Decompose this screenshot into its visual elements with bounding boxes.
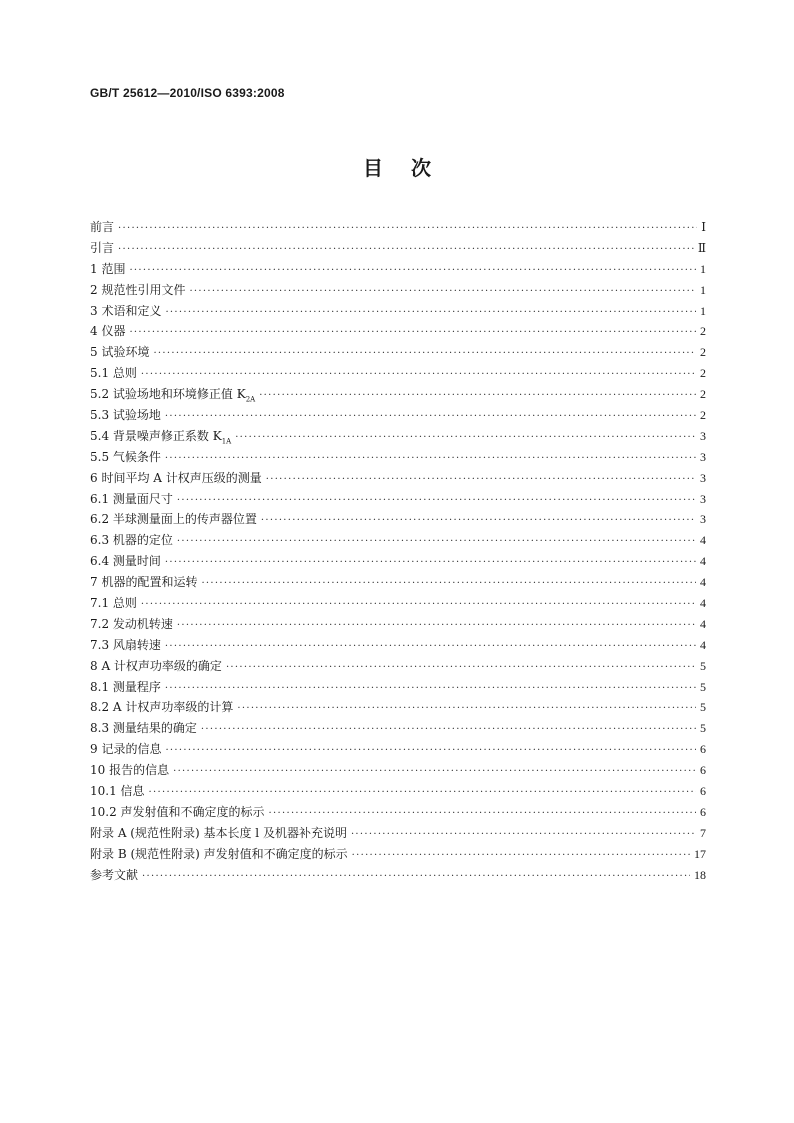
toc-entry-label: 8 A 计权声功率级的确定 (90, 658, 222, 673)
toc-entry-label: 5.5 气候条件 (90, 449, 161, 464)
toc-dot-leader (165, 641, 696, 652)
toc-entry[interactable] (90, 678, 706, 699)
toc-page-number: 3 (700, 449, 706, 464)
toc-entry[interactable] (90, 803, 706, 824)
toc-entry-subscript: 2A (245, 395, 256, 404)
toc-page-number: 4 (700, 575, 706, 590)
toc-page-number: 3 (700, 491, 706, 506)
toc-entry[interactable] (90, 761, 706, 782)
toc-page-number: 3 (700, 512, 706, 527)
toc-dot-leader (226, 662, 696, 673)
toc-dot-leader (165, 557, 696, 568)
toc-entry-label: 参考文献 (90, 867, 139, 882)
toc-entry[interactable] (90, 239, 706, 260)
toc-entry-label: 10.1 信息 (90, 784, 145, 799)
toc-entry-label: 6.3 机器的定位 (90, 533, 173, 548)
toc-page-number: 2 (700, 408, 706, 423)
toc-entry-label: 6.4 测量时间 (90, 554, 161, 569)
toc-entry-label: 8.1 测量程序 (90, 679, 161, 694)
toc-entry[interactable] (90, 260, 706, 281)
toc-dot-leader (201, 724, 696, 735)
toc-entry[interactable] (90, 469, 706, 490)
toc-dot-leader (261, 515, 696, 526)
toc-page-number: 2 (700, 366, 706, 381)
toc-entry-label: 5.1 总则 (90, 366, 137, 381)
toc-dot-leader (118, 244, 694, 255)
toc-dot-leader (118, 223, 697, 234)
toc-dot-leader (237, 703, 696, 714)
toc-entry-label: 6.1 测量面尺寸 (90, 491, 173, 506)
toc-entry[interactable] (90, 406, 706, 427)
toc-entry-label: 引言 (90, 240, 115, 255)
toc-entry-label: 8.2 A 计权声功率级的计算 (90, 700, 234, 715)
toc-entry[interactable] (90, 740, 706, 761)
toc-page-number: 3 (700, 428, 706, 443)
toc-dot-leader (235, 432, 696, 443)
toc-entry[interactable] (90, 490, 706, 511)
toc-dot-leader (165, 683, 696, 694)
toc-entry-label: 10.2 声发射值和不确定度的标示 (90, 804, 265, 819)
toc-page-number: Ⅰ (701, 220, 706, 234)
toc-entry-label: 3 术语和定义 (90, 303, 162, 318)
toc-entry[interactable] (90, 573, 706, 594)
toc-page-number: 4 (700, 596, 706, 611)
toc-entry-label: 5.4 背景噪声修正系数 $K_{1A}$ (90, 428, 232, 446)
toc-entry[interactable] (90, 343, 706, 364)
toc-page-number: 7 (700, 825, 706, 840)
toc-entry-label: 7.1 总则 (90, 596, 137, 611)
toc-dot-leader (269, 808, 696, 819)
toc-page-number: 4 (700, 616, 706, 631)
toc-page-number: 3 (700, 470, 706, 485)
toc-page-number: 2 (700, 324, 706, 339)
toc-entry-label: 7 机器的配置和运转 (90, 575, 198, 590)
toc-entry[interactable] (90, 845, 706, 866)
toc-entry-label: 6 时间平均 A 计权声压级的测量 (90, 470, 262, 485)
toc-page-number: 4 (700, 637, 706, 652)
toc-dot-leader (141, 369, 696, 380)
toc-page-number: 4 (700, 533, 706, 548)
toc-entry[interactable] (90, 364, 706, 385)
toc-dot-leader (165, 411, 696, 422)
toc-dot-leader (165, 453, 696, 464)
toc-entry-label: 8.3 测量结果的确定 (90, 721, 197, 736)
toc-entry[interactable] (90, 281, 706, 302)
toc-dot-leader (189, 286, 696, 297)
toc-page-number: 18 (694, 867, 706, 882)
toc-entry[interactable] (90, 866, 706, 887)
toc-dot-leader (141, 599, 696, 610)
toc-entry[interactable] (90, 385, 706, 406)
toc-page-number: 5 (700, 679, 706, 694)
toc-page-number: 6 (700, 763, 706, 778)
toc-dot-leader (149, 787, 696, 798)
toc-dot-leader (165, 307, 696, 318)
toc-page-number: 6 (700, 804, 706, 819)
toc-entry[interactable] (90, 824, 706, 845)
toc-entry-label: 2 规范性引用文件 (90, 282, 186, 297)
toc-entry[interactable] (90, 615, 706, 636)
toc-entry-label: 9 记录的信息 (90, 742, 162, 757)
toc-entry-label: 前言 (90, 220, 115, 234)
toc-entry-subscript: 1A (221, 437, 232, 446)
toc-entry[interactable] (90, 782, 706, 803)
toc-page-number: 1 (700, 303, 706, 318)
toc-page-number: 1 (700, 282, 706, 297)
toc-dot-leader (153, 348, 696, 359)
toc-entry-label: 5.2 试验场地和环境修正值 $K_{2A}$ (90, 387, 256, 404)
toc-entry[interactable] (90, 531, 706, 552)
toc-entry[interactable] (90, 552, 706, 573)
toc-entry[interactable] (90, 636, 706, 657)
toc-dot-leader (351, 829, 696, 840)
toc-page-number: 1 (700, 261, 706, 276)
page-title: 目次 (363, 156, 459, 180)
toc-entry-label: 5.3 试验场地 (90, 408, 161, 423)
toc-page-number: 2 (700, 345, 706, 360)
toc-entry[interactable] (90, 218, 706, 239)
toc-entry-label: 6.2 半球测量面上的传声器位置 (90, 512, 257, 527)
toc-dot-leader (129, 265, 696, 276)
toc-dot-leader (173, 766, 696, 777)
toc-dot-leader (177, 620, 696, 631)
toc-dot-leader (165, 745, 696, 756)
toc-entry-label: 5 试验环境 (90, 345, 150, 360)
toc-entry[interactable] (90, 322, 706, 343)
toc-dot-leader (129, 327, 696, 338)
toc-entry-label: 附录 B (规范性附录) 声发射值和不确定度的标示 (90, 846, 348, 861)
toc-page-number: 6 (700, 742, 706, 757)
toc-page-number: 4 (700, 554, 706, 569)
toc-dot-leader (177, 495, 696, 506)
toc-page-number: 5 (700, 721, 706, 736)
toc-entry-label: 10 报告的信息 (90, 763, 170, 778)
toc-dot-leader (177, 536, 696, 547)
toc-dot-leader (142, 871, 690, 882)
toc-entry[interactable] (90, 657, 706, 678)
toc-entry[interactable] (90, 698, 706, 719)
toc-dot-leader (352, 850, 690, 861)
toc-page-number: 6 (700, 784, 706, 799)
toc-entry[interactable] (90, 510, 706, 531)
toc-page-number: Ⅱ (697, 240, 706, 255)
toc-entry-label: 4 仪器 (90, 324, 126, 339)
toc-dot-leader (266, 474, 696, 485)
toc-entry-label: 1 范围 (90, 261, 126, 276)
toc-entry-label: 7.2 发动机转速 (90, 616, 173, 631)
toc-entry-label: 附录 A (规范性附录) 基本长度 l 及机器补充说明 (90, 825, 347, 840)
toc-entry[interactable] (90, 302, 706, 323)
toc-page-number: 2 (700, 387, 706, 402)
toc-entry[interactable] (90, 448, 706, 469)
toc-page-number: 5 (700, 700, 706, 715)
table-of-contents (90, 218, 706, 887)
standard-code-header: GB/T 25612—2010/ISO 6393:2008 (90, 86, 285, 100)
toc-entry[interactable] (90, 594, 706, 615)
toc-entry[interactable] (90, 719, 706, 740)
toc-dot-leader (259, 390, 696, 401)
toc-dot-leader (201, 578, 696, 589)
toc-page-number: 17 (694, 846, 706, 861)
toc-entry-label: 7.3 风扇转速 (90, 637, 161, 652)
toc-entry[interactable] (90, 427, 706, 448)
toc-page-number: 5 (700, 658, 706, 673)
